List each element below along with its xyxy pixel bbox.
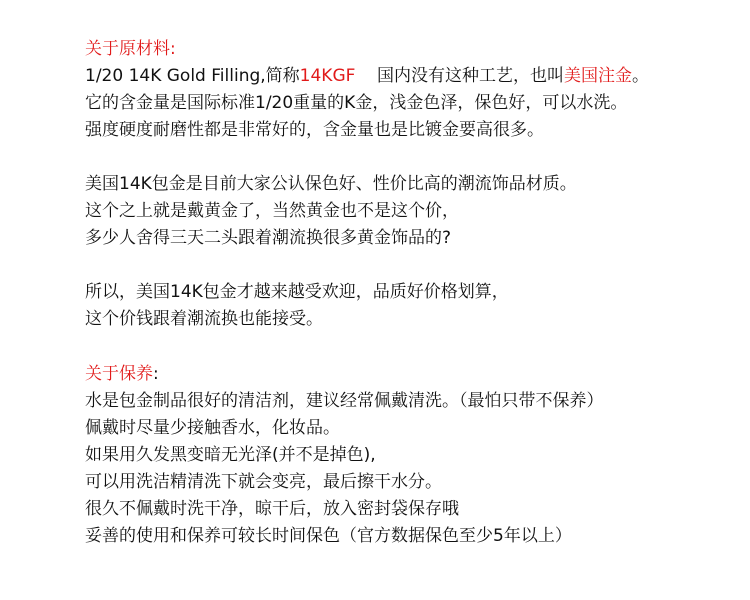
care-line-4: 可以用洗洁精清洗下就会变亮，最后擦干水分。 — [85, 472, 442, 492]
paragraph-3-line-1: 所以，美国14K包金才越来越受欢迎，品质好价格划算， — [85, 282, 509, 302]
material-line-2: 它的含金量是国际标准1/20重量的K金，浅金色泽，保色好，可以水洗。 — [85, 93, 628, 113]
care-line-1: 水是包金制品很好的清洁剂，建议经常佩戴清洗。（最怕只带不保养） — [85, 391, 604, 411]
care-line-3: 如果用久发黑变暗无光泽(并不是掉色), — [85, 445, 376, 465]
care-line-6: 妥善的使用和保养可较长时间保色（官方数据保色至少5年以上） — [85, 526, 572, 546]
paragraph-3-line-2: 这个价钱跟着潮流换也能接受。 — [85, 309, 323, 329]
material-line-3: 强度硬度耐磨性都是非常好的，含金量也是比镀金要高很多。 — [85, 120, 544, 140]
alt-name-highlight: 美国注金 — [564, 66, 633, 86]
care-line-2: 佩戴时尽量少接触香水，化妆品。 — [85, 418, 340, 438]
paragraph-2-line-3: 多少人舍得三天二头跟着潮流换很多黄金饰品的? — [85, 228, 452, 248]
paragraph-spacer — [85, 144, 735, 171]
document-body — [85, 36, 735, 550]
paragraph-2-line-2: 这个之上就是戴黄金了，当然黄金也不是这个价， — [85, 201, 459, 221]
material-line-end: 。 — [632, 66, 650, 86]
material-heading: 关于原材料: — [85, 39, 176, 59]
care-heading-label: 关于保养 — [85, 364, 153, 384]
paragraph-2-line-1: 美国14K包金是目前大家公认保色好、性价比高的潮流饰品材质。 — [85, 174, 577, 194]
material-mid-text: 国内没有这种工艺，也叫 — [355, 66, 565, 86]
paragraph-spacer — [85, 333, 735, 361]
material-line-1 — [85, 63, 735, 90]
care-line-5: 很久不佩戴时洗干净，晾干后，放入密封袋保存哦 — [85, 499, 459, 519]
material-name-text: 1/20 14K Gold Filling,简称 — [85, 66, 300, 86]
abbreviation-highlight: 14KGF — [299, 66, 356, 86]
paragraph-spacer — [85, 252, 735, 279]
care-heading — [85, 361, 735, 388]
care-heading-colon: : — [153, 364, 159, 384]
